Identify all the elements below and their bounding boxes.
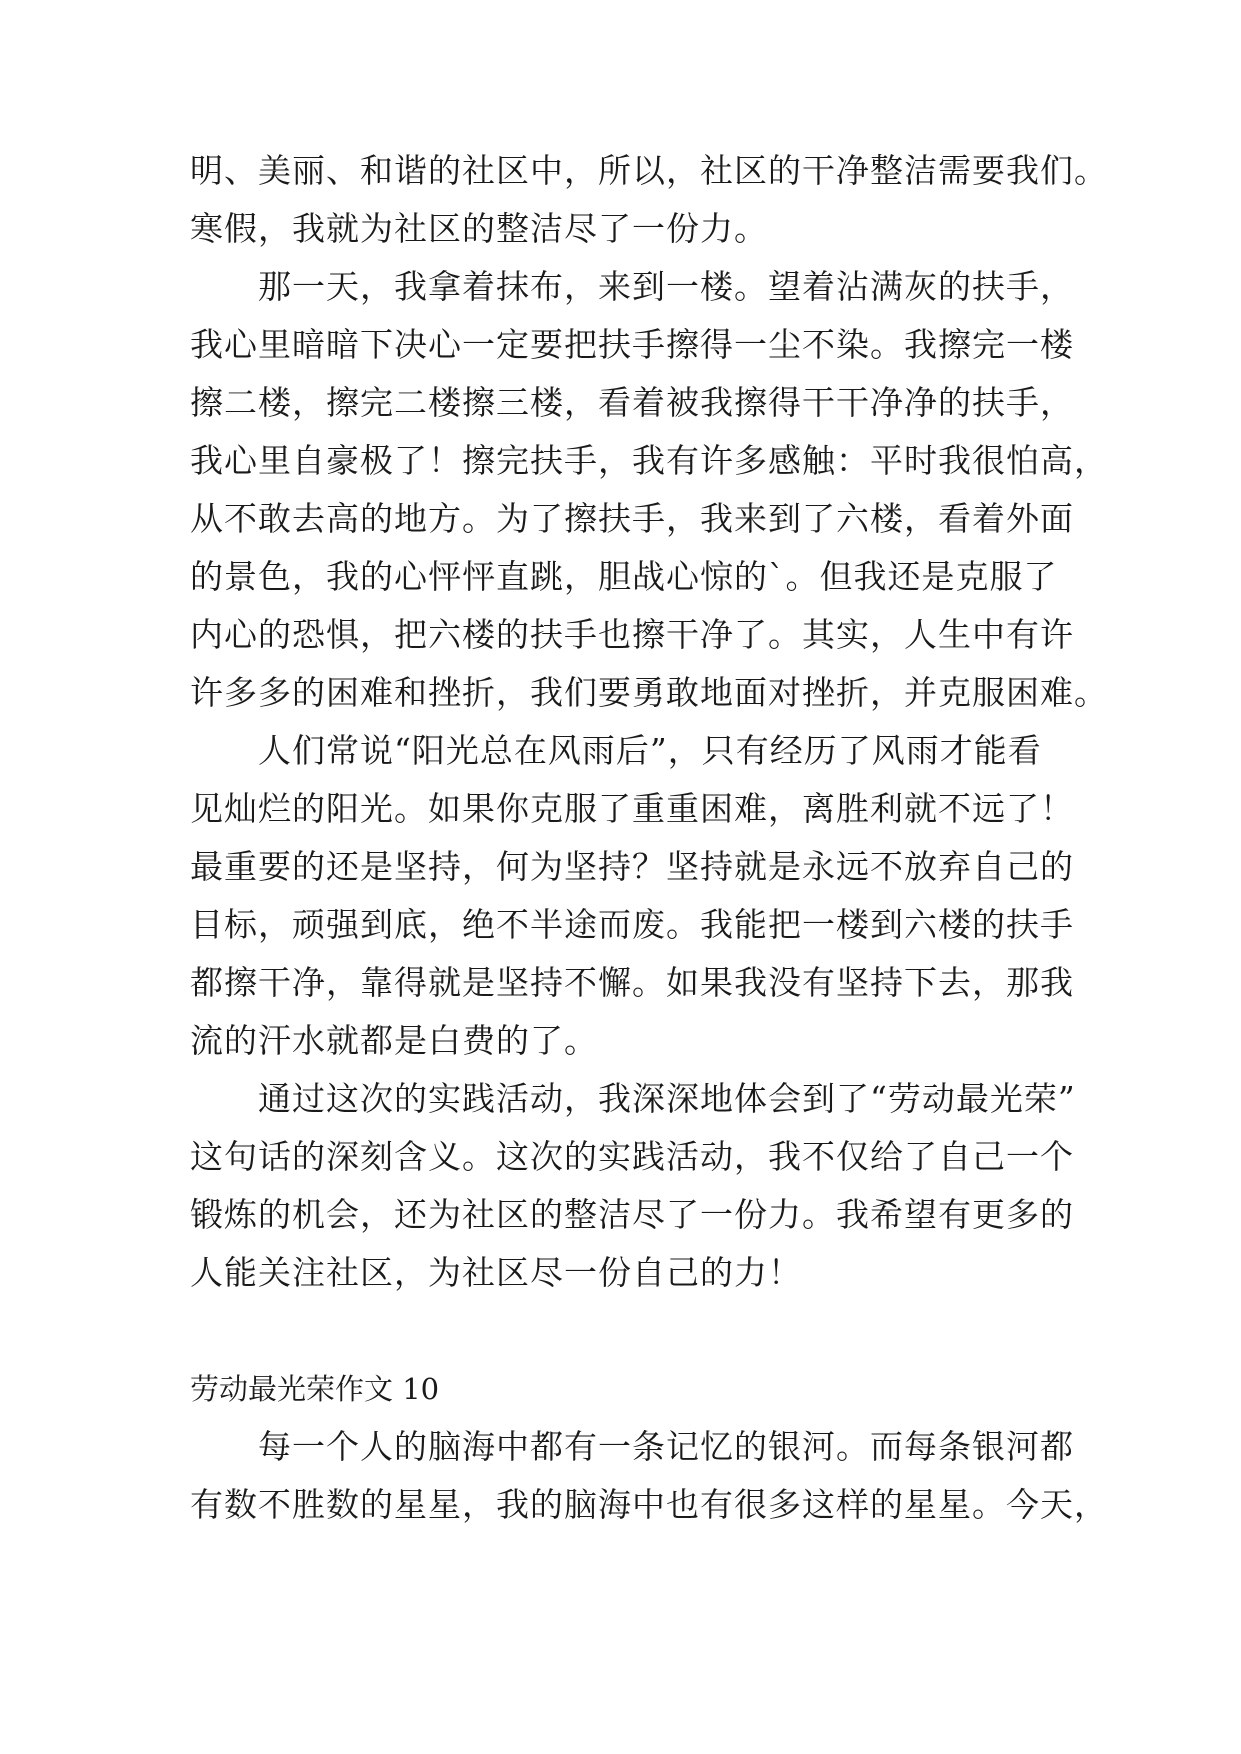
text-line: 从不敢去高的地方。为了擦扶手，我来到了六楼，看着外面 <box>190 499 1074 538</box>
text-line: 通过这次的实践活动，我深深地体会到了“劳动最光荣” <box>258 1079 1076 1118</box>
text-line: 目标，顽强到底，绝不半途而废。我能把一楼到六楼的扶手 <box>190 905 1074 944</box>
paragraph <box>190 1418 1108 1534</box>
text-line: 都擦干净，靠得就是坚持不懈。如果我没有坚持下去，那我 <box>190 963 1074 1002</box>
section-title: 劳动最光荣作文 10 <box>190 1372 440 1406</box>
document-body <box>190 142 1108 1534</box>
section-spacer <box>190 1302 1070 1360</box>
text-line: 锻炼的机会，还为社区的整洁尽了一份力。我希望有更多的 <box>190 1195 1074 1234</box>
text-line: 擦二楼，擦完二楼擦三楼，看着被我擦得干干净净的扶手， <box>190 383 1074 422</box>
text-line: 我心里暗暗下决心一定要把扶手擦得一尘不染。我擦完一楼 <box>190 325 1074 364</box>
text-line: 每一个人的脑海中都有一条记忆的银河。而每条银河都 <box>258 1427 1074 1466</box>
text-line: 我心里自豪极了！擦完扶手，我有许多感触：平时我很怕高， <box>190 441 1108 480</box>
text-line: 明、美丽、和谐的社区中，所以，社区的干净整洁需要我们。 <box>190 151 1108 190</box>
text-line: 许多多的困难和挫折，我们要勇敢地面对挫折，并克服困难。 <box>190 673 1108 712</box>
paragraph <box>190 142 1108 258</box>
text-line: 流的汗水就都是白费的了。 <box>190 1021 598 1060</box>
paragraph <box>190 722 1074 1070</box>
text-line: 寒假，我就为社区的整洁尽了一份力。 <box>190 209 768 248</box>
text-line: 见灿烂的阳光。如果你克服了重重困难，离胜利就不远了！ <box>190 789 1074 828</box>
text-line: 有数不胜数的星星，我的脑海中也有很多这样的星星。今天， <box>190 1485 1108 1524</box>
text-line: 这句话的深刻含义。这次的实践活动，我不仅给了自己一个 <box>190 1137 1074 1176</box>
paragraph <box>190 258 1108 722</box>
paragraph <box>190 1070 1076 1302</box>
text-line: 那一天，我拿着抹布，来到一楼。望着沾满灰的扶手， <box>258 267 1074 306</box>
text-line: 的景色，我的心怦怦直跳，胆战心惊的`。但我还是克服了 <box>190 557 1058 596</box>
text-line: 内心的恐惧，把六楼的扶手也擦干净了。其实，人生中有许 <box>190 615 1074 654</box>
text-line: 人能关注社区，为社区尽一份自己的力！ <box>190 1253 802 1292</box>
text-line: 人们常说“阳光总在风雨后”，只有经历了风雨才能看 <box>258 731 1042 770</box>
text-line: 最重要的还是坚持，何为坚持？坚持就是永远不放弃自己的 <box>190 847 1074 886</box>
